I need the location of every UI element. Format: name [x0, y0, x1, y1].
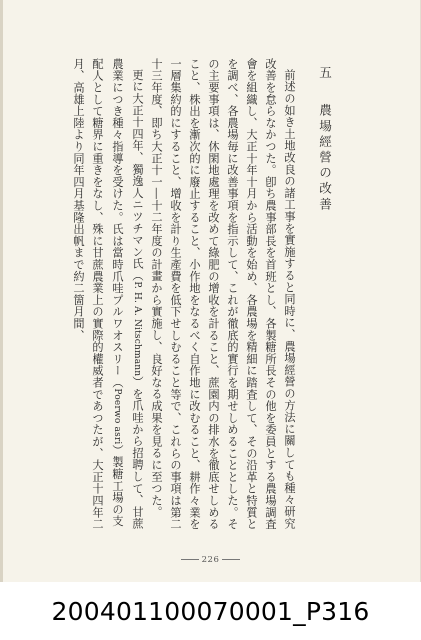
- page-spine-edge: [0, 0, 3, 582]
- latin-name-nitschmann: P. H. A. Nitschmann: [132, 281, 142, 377]
- section-title: 農場經營の改善: [317, 103, 332, 213]
- paragraph-2: [69, 58, 147, 538]
- paragraph-2-part-1: 更に大正十四年、獨逸人ニツチマン氏（: [131, 69, 144, 282]
- page-number-dash-right: [222, 559, 240, 560]
- paragraph-1: 前述の如き土地改良の諸工事を實施すると同時に、農場經營の方法に關しても種々研究改善を怠らなかつた。卽ち農事部長を首班とし、各製糖所長その他を委員とする農場調査會を組織し、大正十年十月から活動を始め、各農場を精細に踏査して、その沿革と特質とを調べ、各農場毎に改善事項を指示して、これが徹底的實行を期せしめることとした。その主要事項は、休閑地處理を改めて綠肥の增收を計ること、蔗園内の排水を徹底せしめること、株出を漸次的に廢止すること、小作地をなるべく自作地に改むること、耕作々業を一層集約的にすること、增收を計り生產費を低下せしむること等で、これらの事項は第二十三年度、即ち大正十一―十二年度の計畫から實施し、良好なる成果を見るに至つた。: [150, 58, 296, 530]
- paragraph-2-part-3: ）製糖工場の支配人として糖界に重きをなし、殊に甘蔗農業上の實際的權威者であつたが、大正十四年二月、高雄上陸より同年四月基隆出帆まで約二箇月間、: [72, 58, 124, 530]
- image-caption: 200401100070001_P316: [51, 597, 370, 626]
- page-number-dash-left: [181, 559, 199, 560]
- section-number: 五: [317, 66, 332, 82]
- paragraph-2-part-2: ）を爪哇から招聘して、甘蔗農業につき種々指導を受けた。氏は當時爪哇プルワオスリー（: [111, 58, 144, 530]
- latin-name-poerwo-asri: Poerwo asri: [112, 388, 122, 445]
- page-number-value: 226: [201, 555, 220, 565]
- page-number: [0, 555, 421, 565]
- vertical-text-block: [42, 58, 364, 538]
- section-heading: [315, 58, 334, 538]
